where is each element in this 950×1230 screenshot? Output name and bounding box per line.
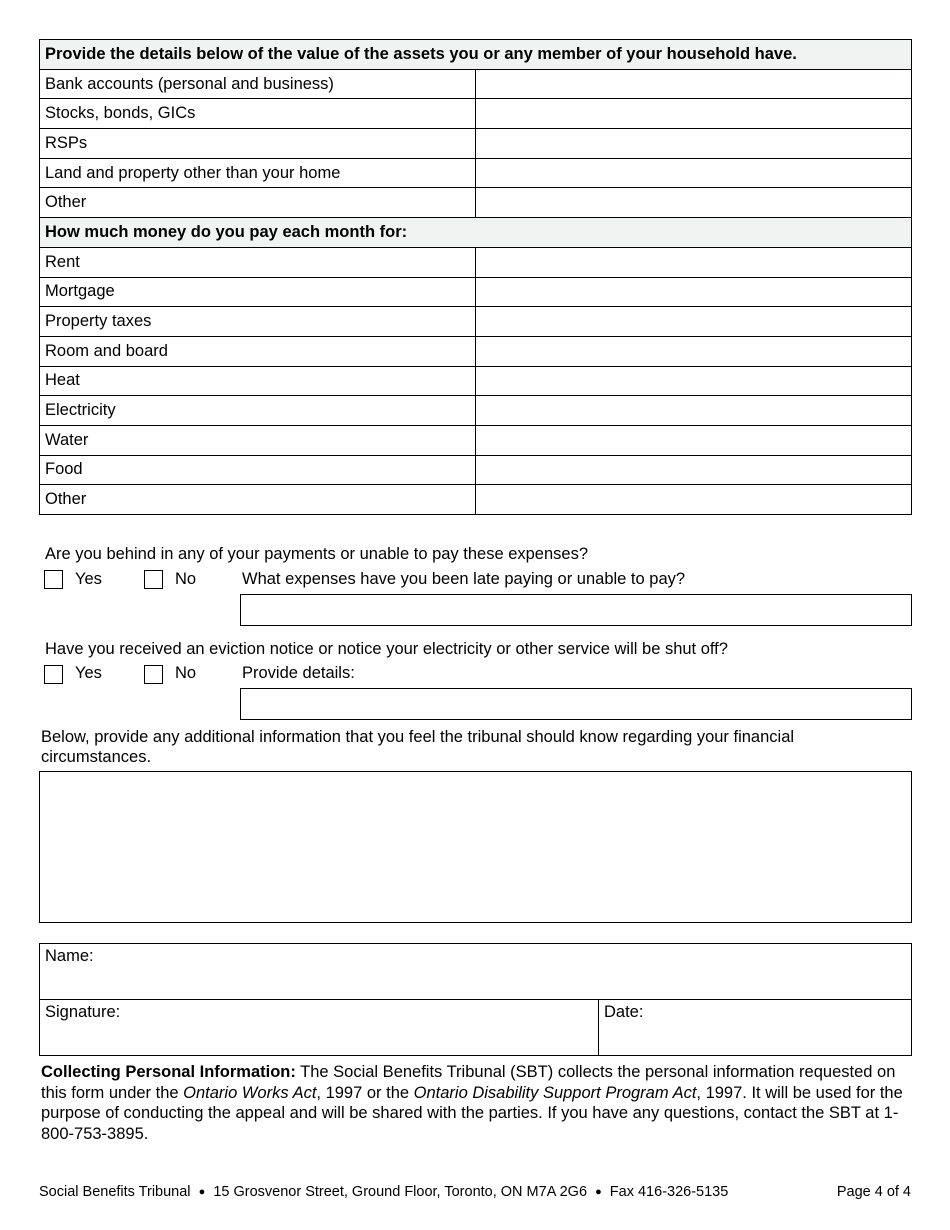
additional-info-textarea[interactable] [39, 771, 912, 923]
expenses-row-value-field[interactable] [476, 336, 912, 366]
footer-bullet-1: ● [198, 1186, 206, 1198]
expenses-row [40, 307, 912, 337]
footer-address [39, 1184, 728, 1200]
expenses-row-value-field[interactable] [476, 247, 912, 277]
eviction-question: Have you received an eviction notice or notice your electricity or other service will be shut off? [45, 640, 728, 658]
name-field[interactable] [40, 944, 911, 999]
expenses-row-label: Heat [40, 366, 476, 396]
footer-bullet-2: ● [595, 1186, 602, 1198]
assets-header-row [40, 40, 912, 70]
financial-table [39, 39, 912, 515]
expenses-row-value-field[interactable] [476, 425, 912, 455]
signature-label: Signature: [45, 1003, 121, 1021]
expenses-row [40, 396, 912, 426]
behind-no-checkbox[interactable] [144, 570, 163, 589]
expenses-row-label: Mortgage [40, 277, 476, 307]
assets-row [40, 99, 912, 129]
behind-followup-label: What expenses have you been late paying or unable to pay? [242, 570, 686, 588]
expenses-row-label: Rent [40, 247, 476, 277]
assets-row-label: Other [40, 188, 476, 218]
expenses-row-label: Property taxes [40, 307, 476, 337]
eviction-yes-label: Yes [75, 664, 102, 682]
assets-row [40, 129, 912, 159]
expenses-header: How much money do you pay each month for: [40, 218, 912, 248]
assets-row [40, 188, 912, 218]
name-label: Name: [45, 947, 94, 965]
eviction-no-label: No [175, 664, 197, 682]
eviction-details-field[interactable] [240, 688, 912, 720]
assets-row-label: Stocks, bonds, GICs [40, 99, 476, 129]
eviction-no-checkbox[interactable] [144, 665, 163, 684]
expenses-row [40, 425, 912, 455]
expenses-row-value-field[interactable] [476, 485, 912, 515]
privacy-notice [41, 1062, 911, 1144]
expenses-row [40, 277, 912, 307]
expenses-row [40, 485, 912, 515]
behind-details-field[interactable] [240, 594, 912, 626]
behind-no-label: No [175, 570, 197, 588]
behind-payments-question: Are you behind in any of your payments or unable to pay these expenses? [45, 545, 589, 563]
assets-row-label: RSPs [40, 129, 476, 159]
eviction-yes-checkbox[interactable] [44, 665, 63, 684]
expenses-row-value-field[interactable] [476, 277, 912, 307]
assets-row-value-field[interactable] [476, 188, 912, 218]
assets-row [40, 69, 912, 99]
expenses-row-label: Electricity [40, 396, 476, 426]
signature-field[interactable] [40, 1000, 598, 1056]
assets-row-value-field[interactable] [476, 69, 912, 99]
assets-row-label: Land and property other than your home [40, 158, 476, 188]
assets-header: Provide the details below of the value of the assets you or any member of your household have. [40, 40, 912, 70]
additional-info-prompt-line2: circumstances. [41, 748, 152, 766]
assets-row-label: Bank accounts (personal and business) [40, 69, 476, 99]
assets-row [40, 158, 912, 188]
expenses-row-label: Other [40, 485, 476, 515]
notice-text1: The Social Benefits Tribunal (SBT) collects the personal information requested on this form under the [41, 1063, 896, 1102]
assets-row-value-field[interactable] [476, 129, 912, 159]
expenses-row-label: Water [40, 425, 476, 455]
expenses-header-row [40, 218, 912, 248]
signature-block [39, 943, 912, 1056]
date-label: Date: [604, 1003, 644, 1021]
notice-act1: Ontario Works Act [183, 1083, 317, 1102]
behind-yes-checkbox[interactable] [44, 570, 63, 589]
expenses-row [40, 247, 912, 277]
additional-info-prompt-line1: Below, provide any additional information that you feel the tribunal should know regarding your financial [41, 728, 795, 746]
notice-text3: , 1997. It will be used for the purpose of conducting the appeal and will be shared with the parties. If you have any questions, contact the SBT at 1-800-753-3895. [41, 1083, 903, 1143]
expenses-row [40, 336, 912, 366]
expenses-row-value-field[interactable] [476, 307, 912, 337]
footer-page-number: Page 4 of 4 [836, 1184, 911, 1200]
footer-fax: Fax 416-326-5135 [609, 1184, 729, 1200]
expenses-row [40, 366, 912, 396]
expenses-row-value-field[interactable] [476, 366, 912, 396]
notice-act2: Ontario Disability Support Program Act [413, 1083, 697, 1102]
notice-heading: Collecting Personal Information: [41, 1063, 296, 1081]
expenses-row-value-field[interactable] [476, 396, 912, 426]
behind-yes-label: Yes [75, 570, 102, 588]
expenses-row-label: Room and board [40, 336, 476, 366]
footer-street: 15 Grosvenor Street, Ground Floor, Toronto, ON M7A 2G6 [213, 1184, 588, 1200]
footer-org: Social Benefits Tribunal [39, 1184, 191, 1200]
eviction-followup-label: Provide details: [242, 664, 355, 682]
expenses-row [40, 455, 912, 485]
expenses-row-value-field[interactable] [476, 455, 912, 485]
assets-row-value-field[interactable] [476, 158, 912, 188]
expenses-row-label: Food [40, 455, 476, 485]
date-field[interactable] [599, 1000, 912, 1056]
notice-text2: , 1997 or the [316, 1083, 414, 1102]
assets-row-value-field[interactable] [476, 99, 912, 129]
